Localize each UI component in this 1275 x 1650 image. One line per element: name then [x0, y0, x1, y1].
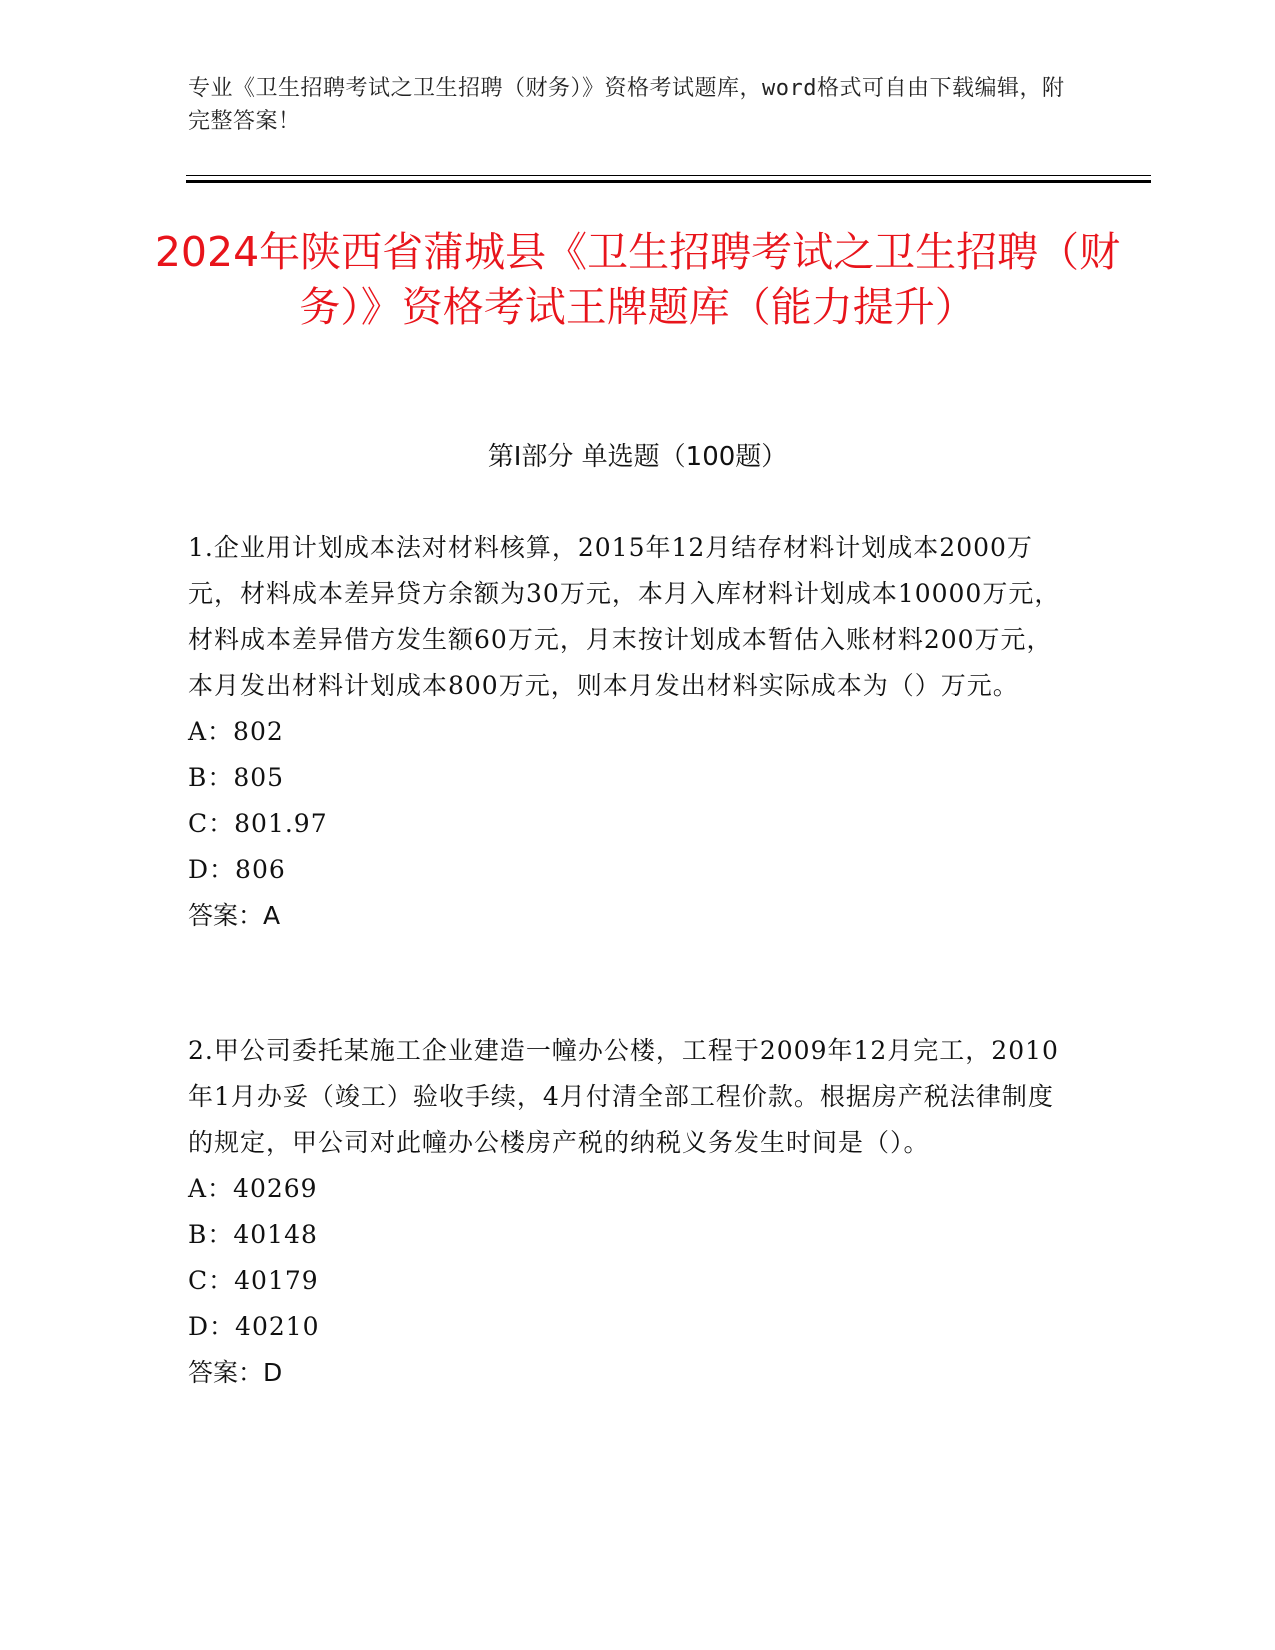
option-d: D：40210 [188, 1312, 320, 1341]
option-d: D：806 [188, 855, 286, 884]
option-b: B：40148 [188, 1220, 318, 1249]
question-stem: 1.企业用计划成本法对材料核算，2015年12月结存材料计划成本2000万元，材料成本差异贷方余额为30万元，本月入库材料计划成本10000万元，材料成本差异借方发生额60万元，月末按计划成本暂估入账材料200万元，本月发出材料计划成本800万元，则本月发出材料实际成本为（）万元。 [188, 533, 1061, 700]
option-c: C：40179 [188, 1266, 319, 1295]
answer: 答案：A [188, 901, 281, 930]
document-title: 2024年陕西省蒲城县《卫生招聘考试之卫生招聘（财务）》资格考试王牌题库（能力提升） [154, 228, 1121, 331]
question-1 [188, 525, 1078, 939]
answer: 答案：D [188, 1358, 283, 1387]
question-2 [188, 1028, 1078, 1396]
header-divider-thin [186, 175, 1151, 176]
header-divider-thick [186, 180, 1151, 183]
section-heading: 第I部分 单选题（100题） [487, 442, 788, 472]
question-stem: 2.甲公司委托某施工企业建造一幢办公楼，工程于2009年12月完工，2010年1月办妥（竣工）验收手续，4月付清全部工程价款。根据房产税法律制度的规定，甲公司对此幢办公楼房产税的纳税义务发生时间是（）。 [188, 1036, 1059, 1157]
option-c: C：801.97 [188, 809, 328, 838]
option-b: B：805 [188, 763, 285, 792]
option-a: A：40269 [188, 1174, 318, 1203]
option-a: A：802 [188, 717, 284, 746]
header-note: 专业《卫生招聘考试之卫生招聘（财务）》资格考试题库，word格式可自由下载编辑，附完整答案！ [188, 76, 1065, 134]
